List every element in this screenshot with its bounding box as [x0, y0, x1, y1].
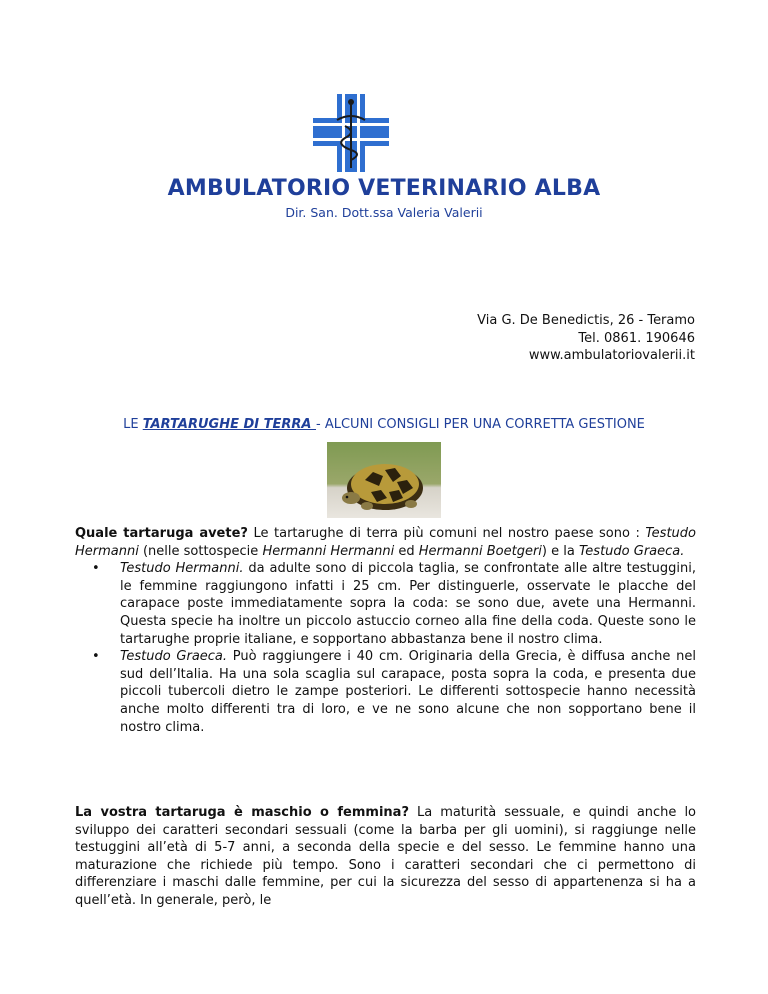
veterinary-cross-caduceus-icon	[311, 92, 391, 174]
heading-link[interactable]: TARTARUGHE DI TERRA	[142, 417, 317, 432]
clinic-title: AMBULATORIO VETERINARIO ALBA	[167, 176, 601, 201]
paragraph-sex: La vostra tartaruga è maschio o femmina? La maturità sessuale, e quindi anche lo sviluppo dei caratteri secondari sessuali (come la barba per gli uomini), si raggiunge nelle testuggini all’età di 5-7 anni, a seconda della specie e del sesso. Le femmine hanno una maturazione che richiede più tempo. Sono i caratteri secondari che ci permettono di differenziare i maschi dalle femmine, per cui la sicurezza del sesso di appartenenza si ha a quell’età. In generale, però, le	[75, 805, 697, 908]
contact-block	[477, 312, 695, 365]
question-species: Quale tartaruga avete?	[75, 526, 248, 541]
bullet-icon: •	[92, 649, 100, 665]
paragraph-species: Quale tartaruga avete? Le tartarughe di terra più comuni nel nostro paese sono : Testudo Hermanni (nelle sottospecie Hermanni Hermanni ed Hermanni Boetgeri) e la Testudo Graeca. • Testudo Hermanni. da adulte sono di piccola taglia, se confrontate alle altre testuggini, le femmine raggiungono infatti i 25 cm. Per distinguerle, osservate le placche del carapace poste immediatamente sopra la coda: se sono due, avete una Hermanni. Questa specie ha inoltre un piccolo astuccio corneo alla fine della coda. Queste sono le tartarughe proprie italiane, e sopportano abbastanza bene il nostro clima. • Testudo Graeca. Può raggiungere i 40 cm. Originaria della Grecia, è diffusa anche nel sud dell’Italia. Ha una sola scaglia sul carapace, posta sopra la coda, e presenta due piccoli tubercoli dietro le zampe posteriori. Le differenti sottospecie hanno necessità anche molto differenti tra di loro, e ve ne sono alcune che non sopportano bene il nostro clima.	[75, 526, 696, 735]
tortoise-photo	[327, 442, 441, 518]
phone-line: Tel. 0861. 190646	[578, 330, 695, 346]
question-sex: La vostra tartaruga è maschio o femmina?	[75, 805, 409, 820]
species-list	[75, 560, 696, 736]
section-heading: LE TARTARUGHE DI TERRA - ALCUNI CONSIGLI PER UNA CORRETTA GESTIONE	[123, 417, 645, 432]
address-line: Via G. De Benedictis, 26 - Teramo	[477, 313, 695, 328]
bullet-icon: •	[92, 561, 100, 577]
list-item: • Testudo Hermanni. da adulte sono di piccola taglia, se confrontate alle altre testuggini, le femmine raggiungono infatti i 25 cm. Per distinguerle, osservate le placche del carapace poste immediatamente sopra la coda: se sono due, avete una Hermanni. Questa specie ha inoltre un piccolo astuccio corneo alla fine della coda. Queste sono le tartarughe proprie italiane, e sopportano abbastanza bene il nostro clima.	[92, 561, 696, 647]
website-line[interactable]: www.ambulatoriovalerii.it	[528, 348, 695, 363]
clinic-director: Dir. San. Dott.ssa Valeria Valerii	[285, 205, 483, 220]
list-item: • Testudo Graeca. Può raggiungere i 40 cm. Originaria della Grecia, è diffusa anche nel sud dell’Italia. Ha una sola scaglia sul carapace, posta sopra la coda, e presenta due piccoli tubercoli dietro le zampe posteriori. Le differenti sottospecie hanno necessità anche molto differenti tra di loro, e ve ne sono alcune che non sopportano bene il nostro clima.	[92, 649, 696, 735]
